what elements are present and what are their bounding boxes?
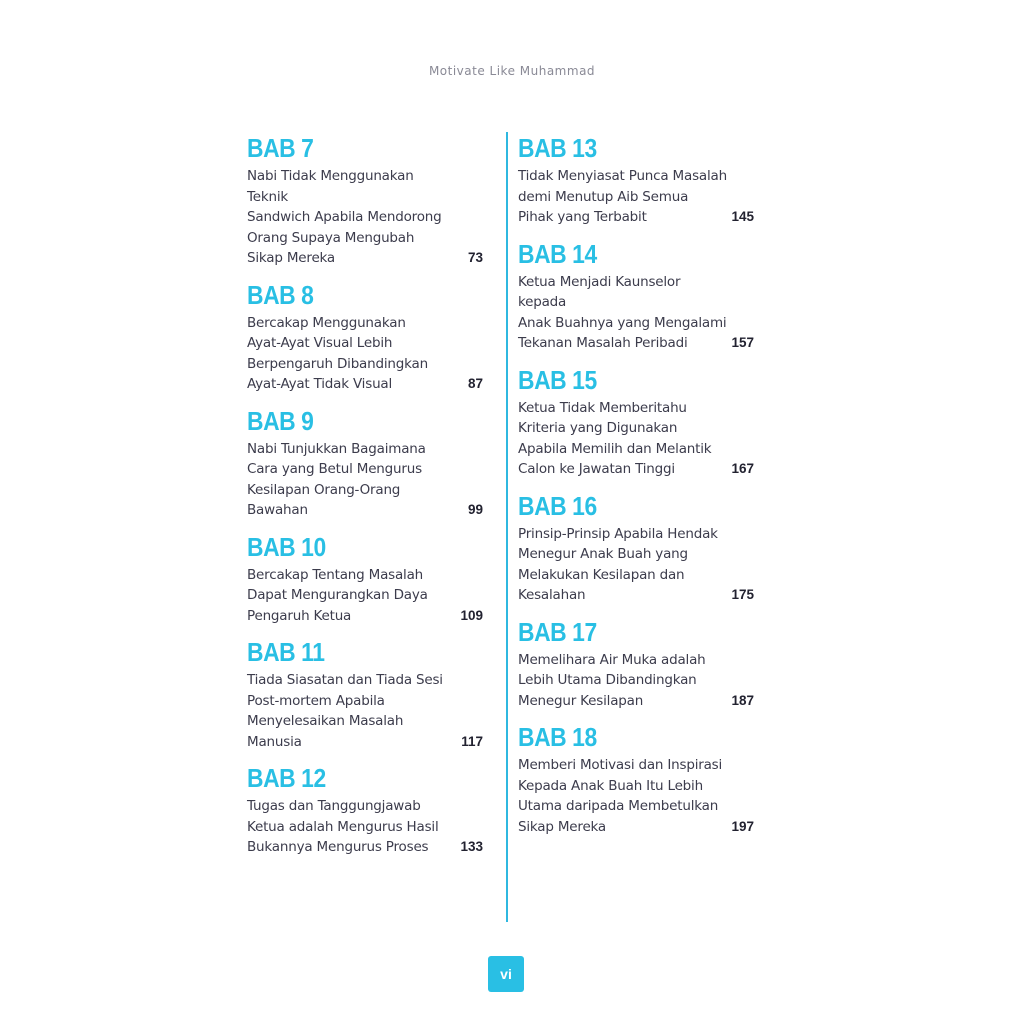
toc-entry-bab-8[interactable]: [247, 277, 483, 395]
chapter-title: BAB 9: [247, 405, 314, 436]
chapter-title: BAB 7: [247, 133, 314, 163]
chapter-description: Tiada Siasatan dan Tiada Sesi Post-mortem Apabila Menyelesaikan Masalah Manusia: [247, 672, 443, 750]
toc-entry-bab-15[interactable]: [518, 362, 754, 480]
chapter-description: Ketua Tidak Memberitahu Kriteria yang Digunakan Apabila Memilih dan Melantik Calon ke Jawatan Tinggi: [518, 399, 712, 477]
chapter-title: BAB 10: [247, 531, 326, 562]
chapter-page-number: 133: [460, 839, 483, 854]
chapter-page-number: 99: [467, 502, 483, 517]
chapter-description: Tidak Menyiasat Punca Masalah demi Menutup Aib Semua Pihak yang Terbabit: [518, 168, 727, 225]
chapter-page-number: 187: [731, 692, 754, 708]
chapter-title: BAB 16: [518, 490, 597, 521]
chapter-title: BAB 11: [247, 637, 325, 667]
chapter-title: BAB 12: [247, 763, 326, 793]
chapter-description: Prinsip-Prinsip Apabila Hendak Menegur Anak Buah yang Melakukan Kesilapan dan Kesalahan: [518, 525, 718, 603]
chapter-page-number: 175: [731, 587, 754, 602]
chapter-title: BAB 14: [518, 238, 597, 269]
toc-entry-bab-12[interactable]: [247, 760, 483, 858]
chapter-description: Bercakap Tentang Masalah Dapat Mengurangkan Daya Pengaruh Ketua: [247, 566, 428, 624]
chapter-page-number: 145: [731, 209, 754, 224]
chapter-title: BAB 8: [247, 279, 314, 310]
toc-entry-bab-16[interactable]: [518, 488, 754, 606]
toc-entry-bab-9[interactable]: [247, 403, 483, 521]
toc-left-column: [247, 130, 483, 866]
chapter-title: BAB 17: [518, 616, 597, 647]
chapter-description: Ketua Menjadi Kaunselor kepada Anak Buahnya yang Mengalami Tekanan Masalah Peribadi: [518, 273, 727, 351]
chapter-page-number: 157: [731, 335, 754, 350]
chapter-page-number: 167: [731, 461, 754, 476]
toc-entry-bab-10[interactable]: [247, 529, 483, 627]
chapter-description: Memberi Motivasi dan Inspirasi Kepada Anak Buah Itu Lebih Utama daripada Membetulkan Sikap Mereka: [518, 757, 723, 835]
column-divider: [506, 132, 508, 922]
toc-entry-bab-11[interactable]: [247, 634, 483, 752]
toc-entry-bab-7[interactable]: [247, 130, 483, 269]
chapter-description: Nabi Tunjukkan Bagaimana Cara yang Betul Mengurus Kesilapan Orang-Orang Bawahan: [247, 440, 426, 518]
running-header: Motivate Like Muhammad: [428, 64, 596, 78]
chapter-page-number: 117: [461, 733, 483, 749]
chapter-description: Bercakap Menggunakan Ayat-Ayat Visual Lebih Berpengaruh Dibandingkan Ayat-Ayat Tidak Visual: [247, 314, 428, 392]
chapter-title: BAB 15: [518, 364, 597, 395]
toc-entry-bab-17[interactable]: [518, 614, 754, 712]
chapter-page-number: 197: [731, 818, 754, 834]
chapter-page-number: 73: [467, 250, 483, 265]
toc-entry-bab-13[interactable]: [518, 130, 754, 228]
chapter-page-number: 109: [460, 607, 483, 623]
chapter-title: BAB 18: [518, 722, 597, 752]
toc-entry-bab-14[interactable]: [518, 236, 754, 354]
chapter-description: Nabi Tidak Menggunakan Teknik Sandwich Apabila Mendorong Orang Supaya Mengubah Sikap Mereka: [247, 168, 442, 266]
chapter-description: Memelihara Air Muka adalah Lebih Utama Dibandingkan Menegur Kesilapan: [518, 651, 706, 709]
chapter-title: BAB 13: [518, 133, 597, 163]
chapter-description: Tugas dan Tanggungjawab Ketua adalah Mengurus Hasil Bukannya Mengurus Proses: [247, 798, 439, 855]
toc-entry-bab-18[interactable]: [518, 719, 754, 837]
toc-right-column: [518, 130, 754, 845]
chapter-page-number: 87: [467, 376, 483, 391]
page-number-badge: vi: [488, 956, 524, 992]
